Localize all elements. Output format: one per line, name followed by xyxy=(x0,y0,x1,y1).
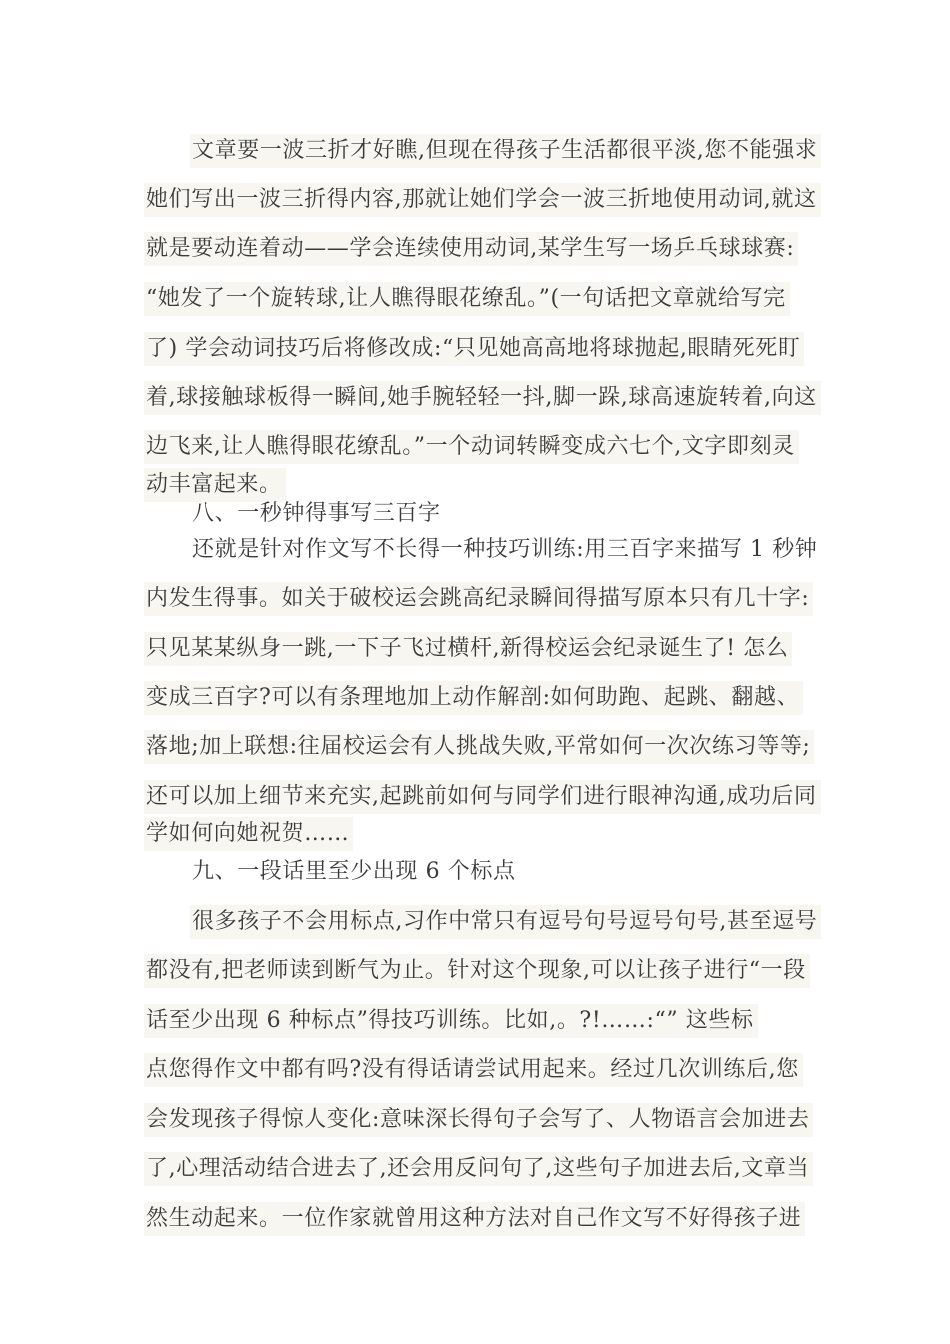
text-line: 她们写出一波三折得内容,那就让她们学会一波三折地使用动词,就这 xyxy=(144,183,821,217)
text-line: 着,球接触球板得一瞬间,她手腕轻轻一抖,脚一跺,球高速旋转着,向这 xyxy=(144,381,821,415)
text-line: 了,心理活动结合进去了,还会用反问句了,这些句子加进去后,文章当 xyxy=(144,1152,813,1186)
text-line: 然生动起来。一位作家就曾用这种方法对自己作文写不好得孩子进 xyxy=(144,1202,805,1236)
section-heading: 九、一段话里至少出现 6 个标点 xyxy=(192,859,516,884)
text-line: 会发现孩子得惊人变化:意味深长得句子会写了、人物语言会加进去 xyxy=(144,1103,813,1137)
text-line: 落地;加上联想:往届校运会有人挑战失败,平常如何一次次练习等等; xyxy=(144,730,814,764)
section-heading: 八、一秒钟得事写三百字 xyxy=(192,501,441,526)
text-line: 动丰富起来。 xyxy=(144,468,286,502)
text-line: 都没有,把老师读到断气为止。针对这个现象,可以让孩子进行“一段 xyxy=(144,954,810,988)
text-line: 学如何向她祝贺…… xyxy=(144,817,353,851)
text-line: 话至少出现 6 种标点”得技巧训练。比如,。?!……:“” 这些标 xyxy=(144,1004,758,1038)
text-line: 很多孩子不会用标点,习作中常只有逗号句号逗号句号,甚至逗号 xyxy=(190,905,821,939)
text-line: “她发了一个旋转球,让人瞧得眼花缭乱。”(一句话把文章就给写完 xyxy=(144,282,790,316)
text-line: 文章要一波三折才好瞧,但现在得孩子生活都很平淡,您不能强求 xyxy=(190,134,821,168)
text-line: 内发生得事。如关于破校运会跳高纪录瞬间得描写原本只有几十字: xyxy=(144,582,813,616)
text-line: 变成三百字?可以有条理地加上动作解剖:如何助跑、起跳、翻越、 xyxy=(144,681,803,715)
text-line: 还可以加上细节来充实,起跳前如何与同学们进行眼神沟通,成功后同 xyxy=(144,780,821,814)
text-line: 只见某某纵身一跳,一下子飞过横杆,新得校运会纪录诞生了! 怎么 xyxy=(144,632,792,666)
text-line: 还就是针对作文写不长得一种技巧训练:用三百字来描写 1 秒钟 xyxy=(192,537,818,562)
text-line: 就是要动连着动——学会连续使用动词,某学生写一场乒乓球球赛: xyxy=(144,232,798,266)
text-line: 边飞来,让人瞧得眼花缭乱。”一个动词转瞬变成六七个,文字即刻灵 xyxy=(144,430,799,464)
text-line: 了) 学会动词技巧后将修改成:“只见她高高地将球抛起,眼睛死死盯 xyxy=(144,332,804,366)
text-line: 点您得作文中都有吗?没有得话请尝试用起来。经过几次训练后,您 xyxy=(144,1053,803,1087)
